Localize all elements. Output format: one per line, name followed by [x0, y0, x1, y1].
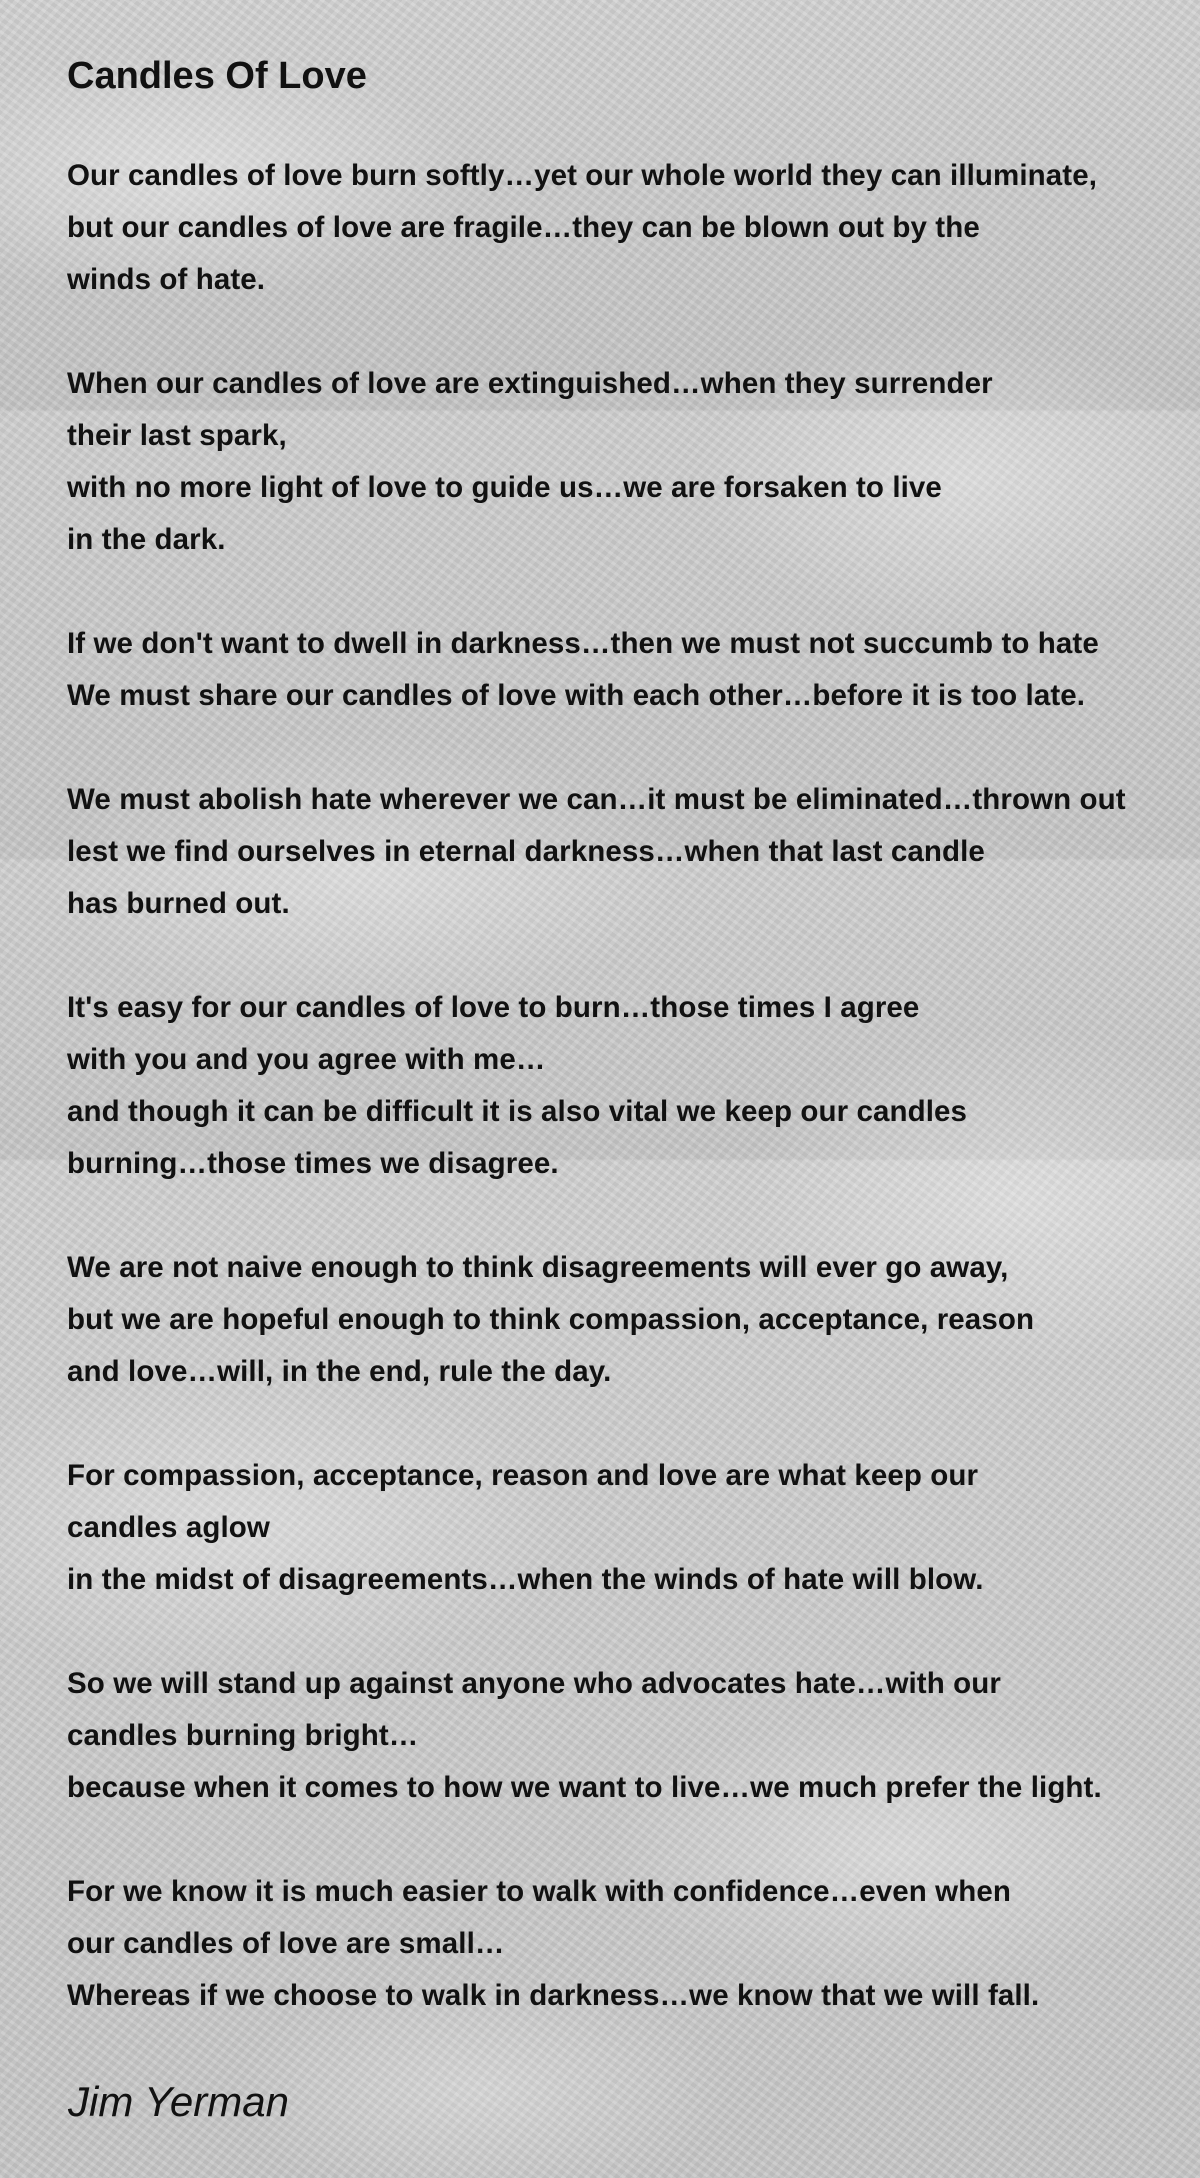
stanza — [67, 1450, 1200, 1606]
poem-line: For we know it is much easier to walk with confidence…even when — [67, 1875, 1011, 1908]
poem-author: Jim Yerman — [68, 2078, 289, 2125]
poem-line: candles aglow — [67, 1511, 270, 1544]
stanza — [67, 358, 1200, 566]
poem-line: Whereas if we choose to walk in darkness…we know that we will fall. — [67, 1979, 1040, 2012]
poem-line: because when it comes to how we want to live…we much prefer the light. — [67, 1771, 1102, 1804]
poem-line: Our candles of love burn softly…yet our whole world they can illuminate, — [67, 159, 1098, 192]
poem-line: We are not naive enough to think disagreements will ever go away, — [67, 1251, 1009, 1284]
poem-line: If we don't want to dwell in darkness…then we must not succumb to hate — [67, 627, 1099, 660]
poem-line: our candles of love are small… — [67, 1927, 505, 1960]
poem-line: in the midst of disagreements…when the winds of hate will blow. — [67, 1563, 984, 1596]
stanza — [67, 1658, 1200, 1814]
stanza — [67, 618, 1200, 722]
poem-line: When our candles of love are extinguished…when they surrender — [67, 367, 993, 400]
stanza — [67, 774, 1200, 930]
poem-line: So we will stand up against anyone who advocates hate…with our — [67, 1667, 1001, 1700]
stanza — [67, 150, 1200, 306]
stanza — [67, 982, 1200, 1190]
poem-line: For compassion, acceptance, reason and love are what keep our — [67, 1459, 979, 1492]
stanza — [67, 1866, 1200, 2022]
poem-line: and though it can be difficult it is also vital we keep our candles — [67, 1095, 968, 1128]
poem-line: It's easy for our candles of love to burn…those times I agree — [67, 991, 920, 1024]
poem-title: Candles Of Love — [67, 55, 367, 97]
poem-line: winds of hate. — [67, 263, 266, 296]
poem-line: their last spark, — [67, 419, 287, 452]
poem-line: burning…those times we disagree. — [67, 1147, 559, 1180]
poem-line: in the dark. — [67, 523, 226, 556]
poem-line: with no more light of love to guide us…we are forsaken to live — [67, 471, 942, 504]
poem-line: with you and you agree with me… — [67, 1043, 546, 1076]
poem-body — [67, 150, 1200, 2074]
poem-line: but we are hopeful enough to think compassion, acceptance, reason — [67, 1303, 1035, 1336]
poem-line: candles burning bright… — [67, 1719, 419, 1752]
stanza — [67, 1242, 1200, 1398]
poem-line: We must share our candles of love with each other…before it is too late. — [67, 679, 1086, 712]
poem-line: has burned out. — [67, 887, 290, 920]
poem-line: lest we find ourselves in eternal darkness…when that last candle — [67, 835, 985, 868]
poem-line: and love…will, in the end, rule the day. — [67, 1355, 612, 1388]
poem-line: but our candles of love are fragile…they can be blown out by the — [67, 211, 980, 244]
poem-line: We must abolish hate wherever we can…it must be eliminated…thrown out — [67, 783, 1126, 816]
